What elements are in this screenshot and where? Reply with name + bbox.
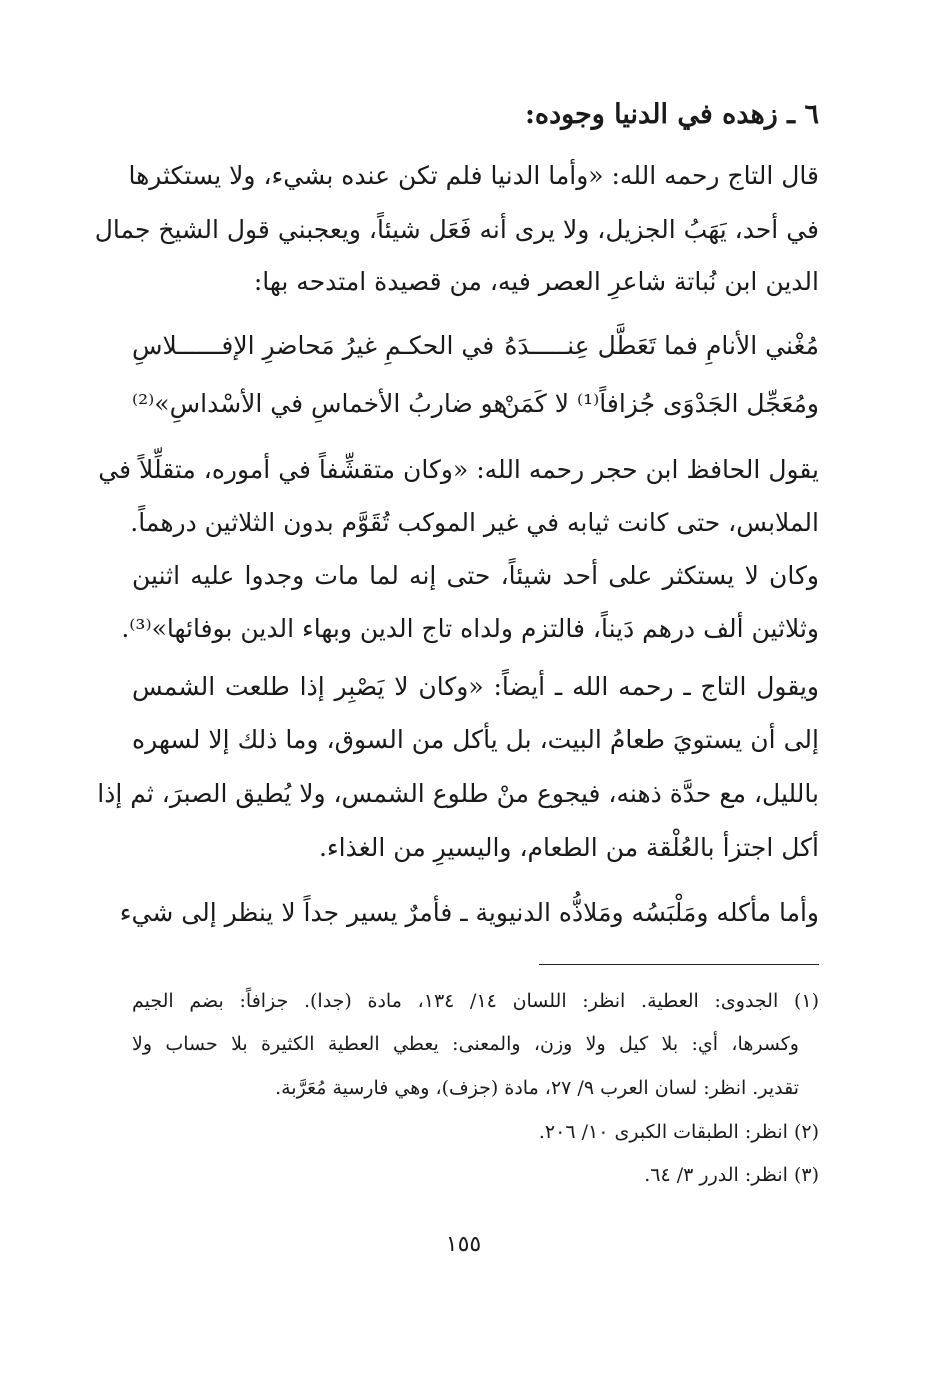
paragraph-line: في أحد، يَهَبُ الجزيل، ولا يرى أنه فَعَل شيئاً، ويعجبني قول الشيخ جمال bbox=[94, 215, 819, 244]
section-heading: ٦ ـ زهده في الدنيا وجوده: bbox=[524, 99, 819, 130]
paragraph-line: وثلاثين ألف درهم دَيناً، فالتزم ولداه تاج الدين وبهاء الدين بوفائها»⁽³⁾. bbox=[121, 614, 819, 643]
footnote-line: (٢) انظر: الطبقات الكبرى ١٠/ ٢٠٦. bbox=[538, 1121, 819, 1143]
paragraph-line: الملابس، حتى كانت ثيابه في غير الموكب تُقَوَّم بدون الثلاثين درهماً. bbox=[130, 508, 819, 537]
footnote-separator bbox=[539, 964, 819, 965]
verse-first-hemistich: ومُعَجِّل الجَدْوَى جُزافاً⁽¹⁾ لا كَمَنْ bbox=[501, 389, 819, 418]
page-number: ١٥٥ bbox=[445, 1232, 482, 1257]
footnote-line: وكسرها، أي: بلا كيل ولا وزن، والمعنى: يعطي العطية الكثيرة بلا حساب ولا bbox=[132, 1033, 799, 1055]
paragraph-line: وأما مأكله ومَلْبَسُه ومَلاذُّه الدنيوية ـ فأمرٌ يسير جداً لا ينظر إلى شيء bbox=[119, 898, 819, 927]
footnote-line: (١) الجدوى: العطية. انظر: اللسان ١٤/ ١٣٤، مادة (جدا). جزافاً: بضم الجيم bbox=[132, 990, 819, 1012]
paragraph-line: إلى أن يستويَ طعامُ البيت، بل يأكل من السوق، وما ذلك إلا لسهره bbox=[132, 725, 819, 754]
verse-first-hemistich: مُغْني الأنامِ فما تَعَطَّل عِنـــــدَهُ bbox=[504, 331, 819, 360]
paragraph-line: الدين ابن نُباتة شاعرِ العصر فيه، من قصيدة امتدحه بها: bbox=[253, 267, 819, 296]
footnote-line: تقدير. انظر: لسان العرب ٩/ ٢٧، مادة (جزف)، وهي فارسية مُعَرَّبة. bbox=[275, 1077, 799, 1099]
verse-second-hemistich: هو ضاربُ الأخماسِ في الأسْداسِ»⁽²⁾ bbox=[132, 389, 507, 418]
paragraph-line: ويقول التاج ـ رحمه الله ـ أيضاً: «وكان لا يَصْبِر إذا طلعت الشمس bbox=[132, 672, 819, 701]
paragraph-line: قال التاج رحمه الله: «وأما الدنيا فلم تكن عنده بشيء، ولا يستكثرها bbox=[128, 161, 819, 190]
footnote-line: (٣) انظر: الدرر ٣/ ٦٤. bbox=[644, 1164, 819, 1186]
paragraph-line: يقول الحافظ ابن حجر رحمه الله: «وكان متقشِّفاً في أموره، متقلِّلاً في bbox=[98, 455, 819, 484]
paragraph-line: بالليل، مع حدَّة ذهنه، فيجوع منْ طلوع الشمس، ولا يُطيق الصبرَ، ثم إذا bbox=[97, 779, 819, 808]
paragraph-line: أكل اجتزأ بالعُلْقة من الطعام، واليسيرِ من الغذاء. bbox=[318, 833, 819, 862]
verse-second-hemistich: في الحكـمِ غيرُ مَحاضرِ الإفــــــلاسِ bbox=[132, 331, 495, 360]
paragraph-line: وكان لا يستكثر على أحد شيئاً، حتى إنه لما مات وجدوا عليه اثنين bbox=[132, 561, 819, 590]
